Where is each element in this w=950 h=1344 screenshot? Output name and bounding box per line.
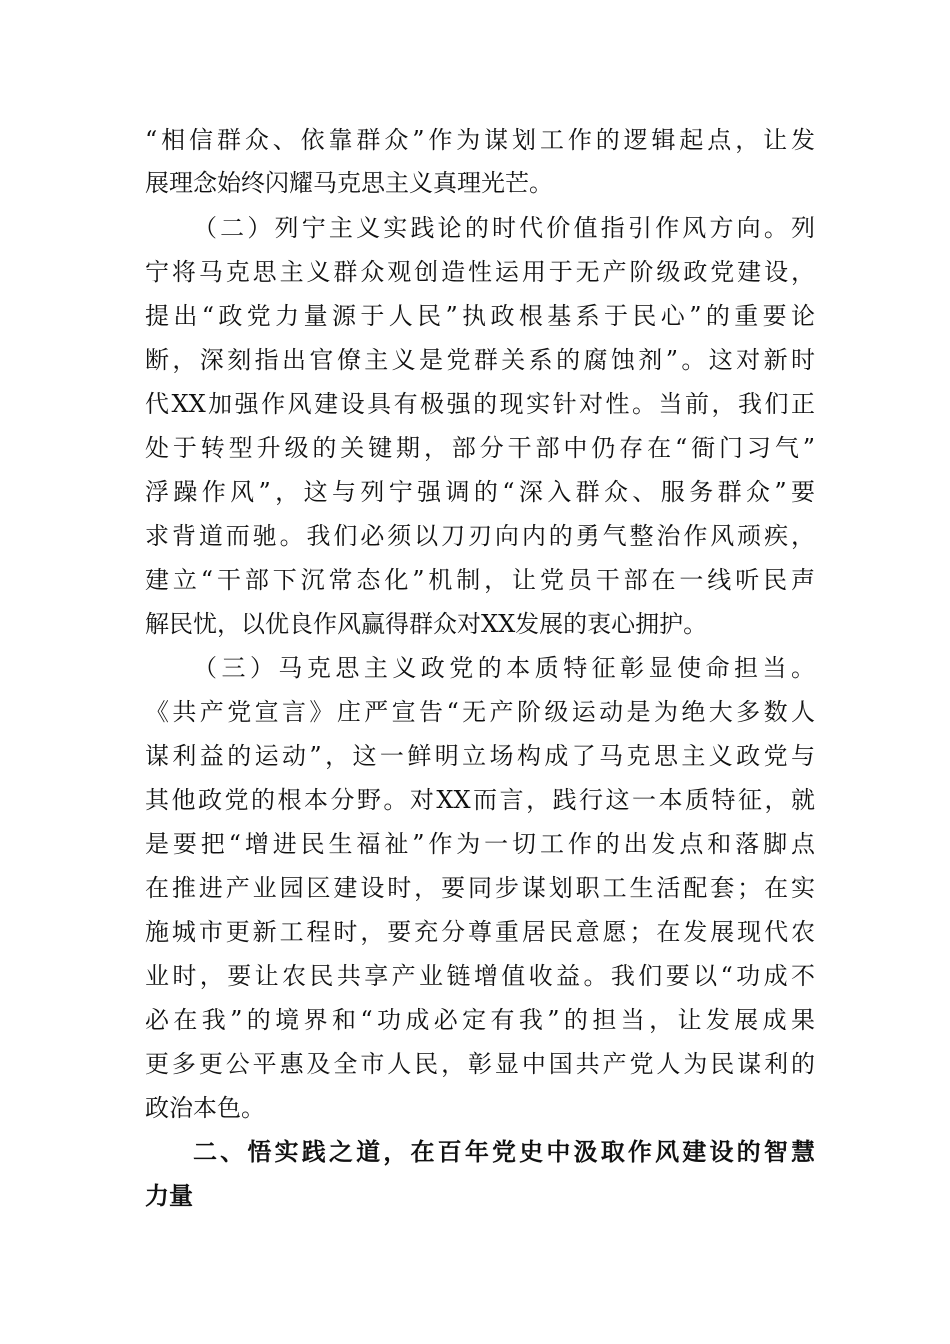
section-heading: 二、悟实践之道，在百年党史中汲取作风建设的智慧 bbox=[193, 1137, 815, 1166]
text-line-6: 断，深刻指出官僚主义是党群关系的腐蚀剂”。这对新时 bbox=[145, 346, 815, 374]
text-line-17: 是要把“增进民生福祉”作为一切工作的出发点和落脚点 bbox=[145, 830, 815, 858]
text-line-9: 浮躁作风”，这与列宁强调的“深入群众、服务群众”要 bbox=[145, 478, 815, 506]
subsection-heading-3: （三）马克思主义政党的本质特征彰显使命担当。 bbox=[193, 654, 815, 682]
text-line-23: 政治本色。 bbox=[145, 1094, 265, 1122]
text-line-16: 其他政党的根本分野。对XX而言，践行这一本质特征，就 bbox=[145, 786, 815, 814]
text-line-4: 宁将马克思主义群众观创造性运用于无产阶级政党建设， bbox=[145, 258, 815, 286]
section-heading-continued: 力量 bbox=[145, 1181, 193, 1210]
text-line-5: 提出“政党力量源于人民”执政根基系于民心”的重要论 bbox=[145, 302, 815, 330]
text-line-8: 处于转型升级的关键期，部分干部中仍存在“衙门习气” bbox=[145, 434, 815, 462]
text-line-1: “相信群众、依靠群众”作为谋划工作的逻辑起点，让发 bbox=[145, 126, 815, 154]
text-line-14: 《共产党宣言》庄严宣告“无产阶级运动是为绝大多数人 bbox=[145, 698, 815, 726]
text-line-15: 谋利益的运动”，这一鲜明立场构成了马克思主义政党与 bbox=[145, 742, 815, 770]
text-line-2: 展理念始终闪耀马克思主义真理光芒。 bbox=[145, 169, 553, 197]
text-line-10: 求背道而驰。我们必须以刀刃向内的勇气整治作风顽疾， bbox=[145, 522, 815, 550]
text-line-22: 更多更公平惠及全市人民，彰显中国共产党人为民谋利的 bbox=[145, 1050, 815, 1078]
text-line-12: 解民忧，以优良作风赢得群众对XX发展的衷心拥护。 bbox=[145, 610, 708, 638]
text-line-7: 代XX加强作风建设具有极强的现实针对性。当前，我们正 bbox=[145, 390, 815, 418]
text-line-11: 建立“干部下沉常态化”机制，让党员干部在一线听民声 bbox=[145, 566, 815, 594]
text-line-20: 业时，要让农民共享产业链增值收益。我们要以“功成不 bbox=[145, 962, 815, 990]
text-line-19: 施城市更新工程时，要充分尊重居民意愿；在发展现代农 bbox=[145, 918, 815, 946]
text-line-21: 必在我”的境界和“功成必定有我”的担当，让发展成果 bbox=[145, 1006, 815, 1034]
text-line-18: 在推进产业园区建设时，要同步谋划职工生活配套；在实 bbox=[145, 874, 815, 902]
subsection-heading-2: （二）列宁主义实践论的时代价值指引作风方向。列 bbox=[193, 214, 815, 242]
